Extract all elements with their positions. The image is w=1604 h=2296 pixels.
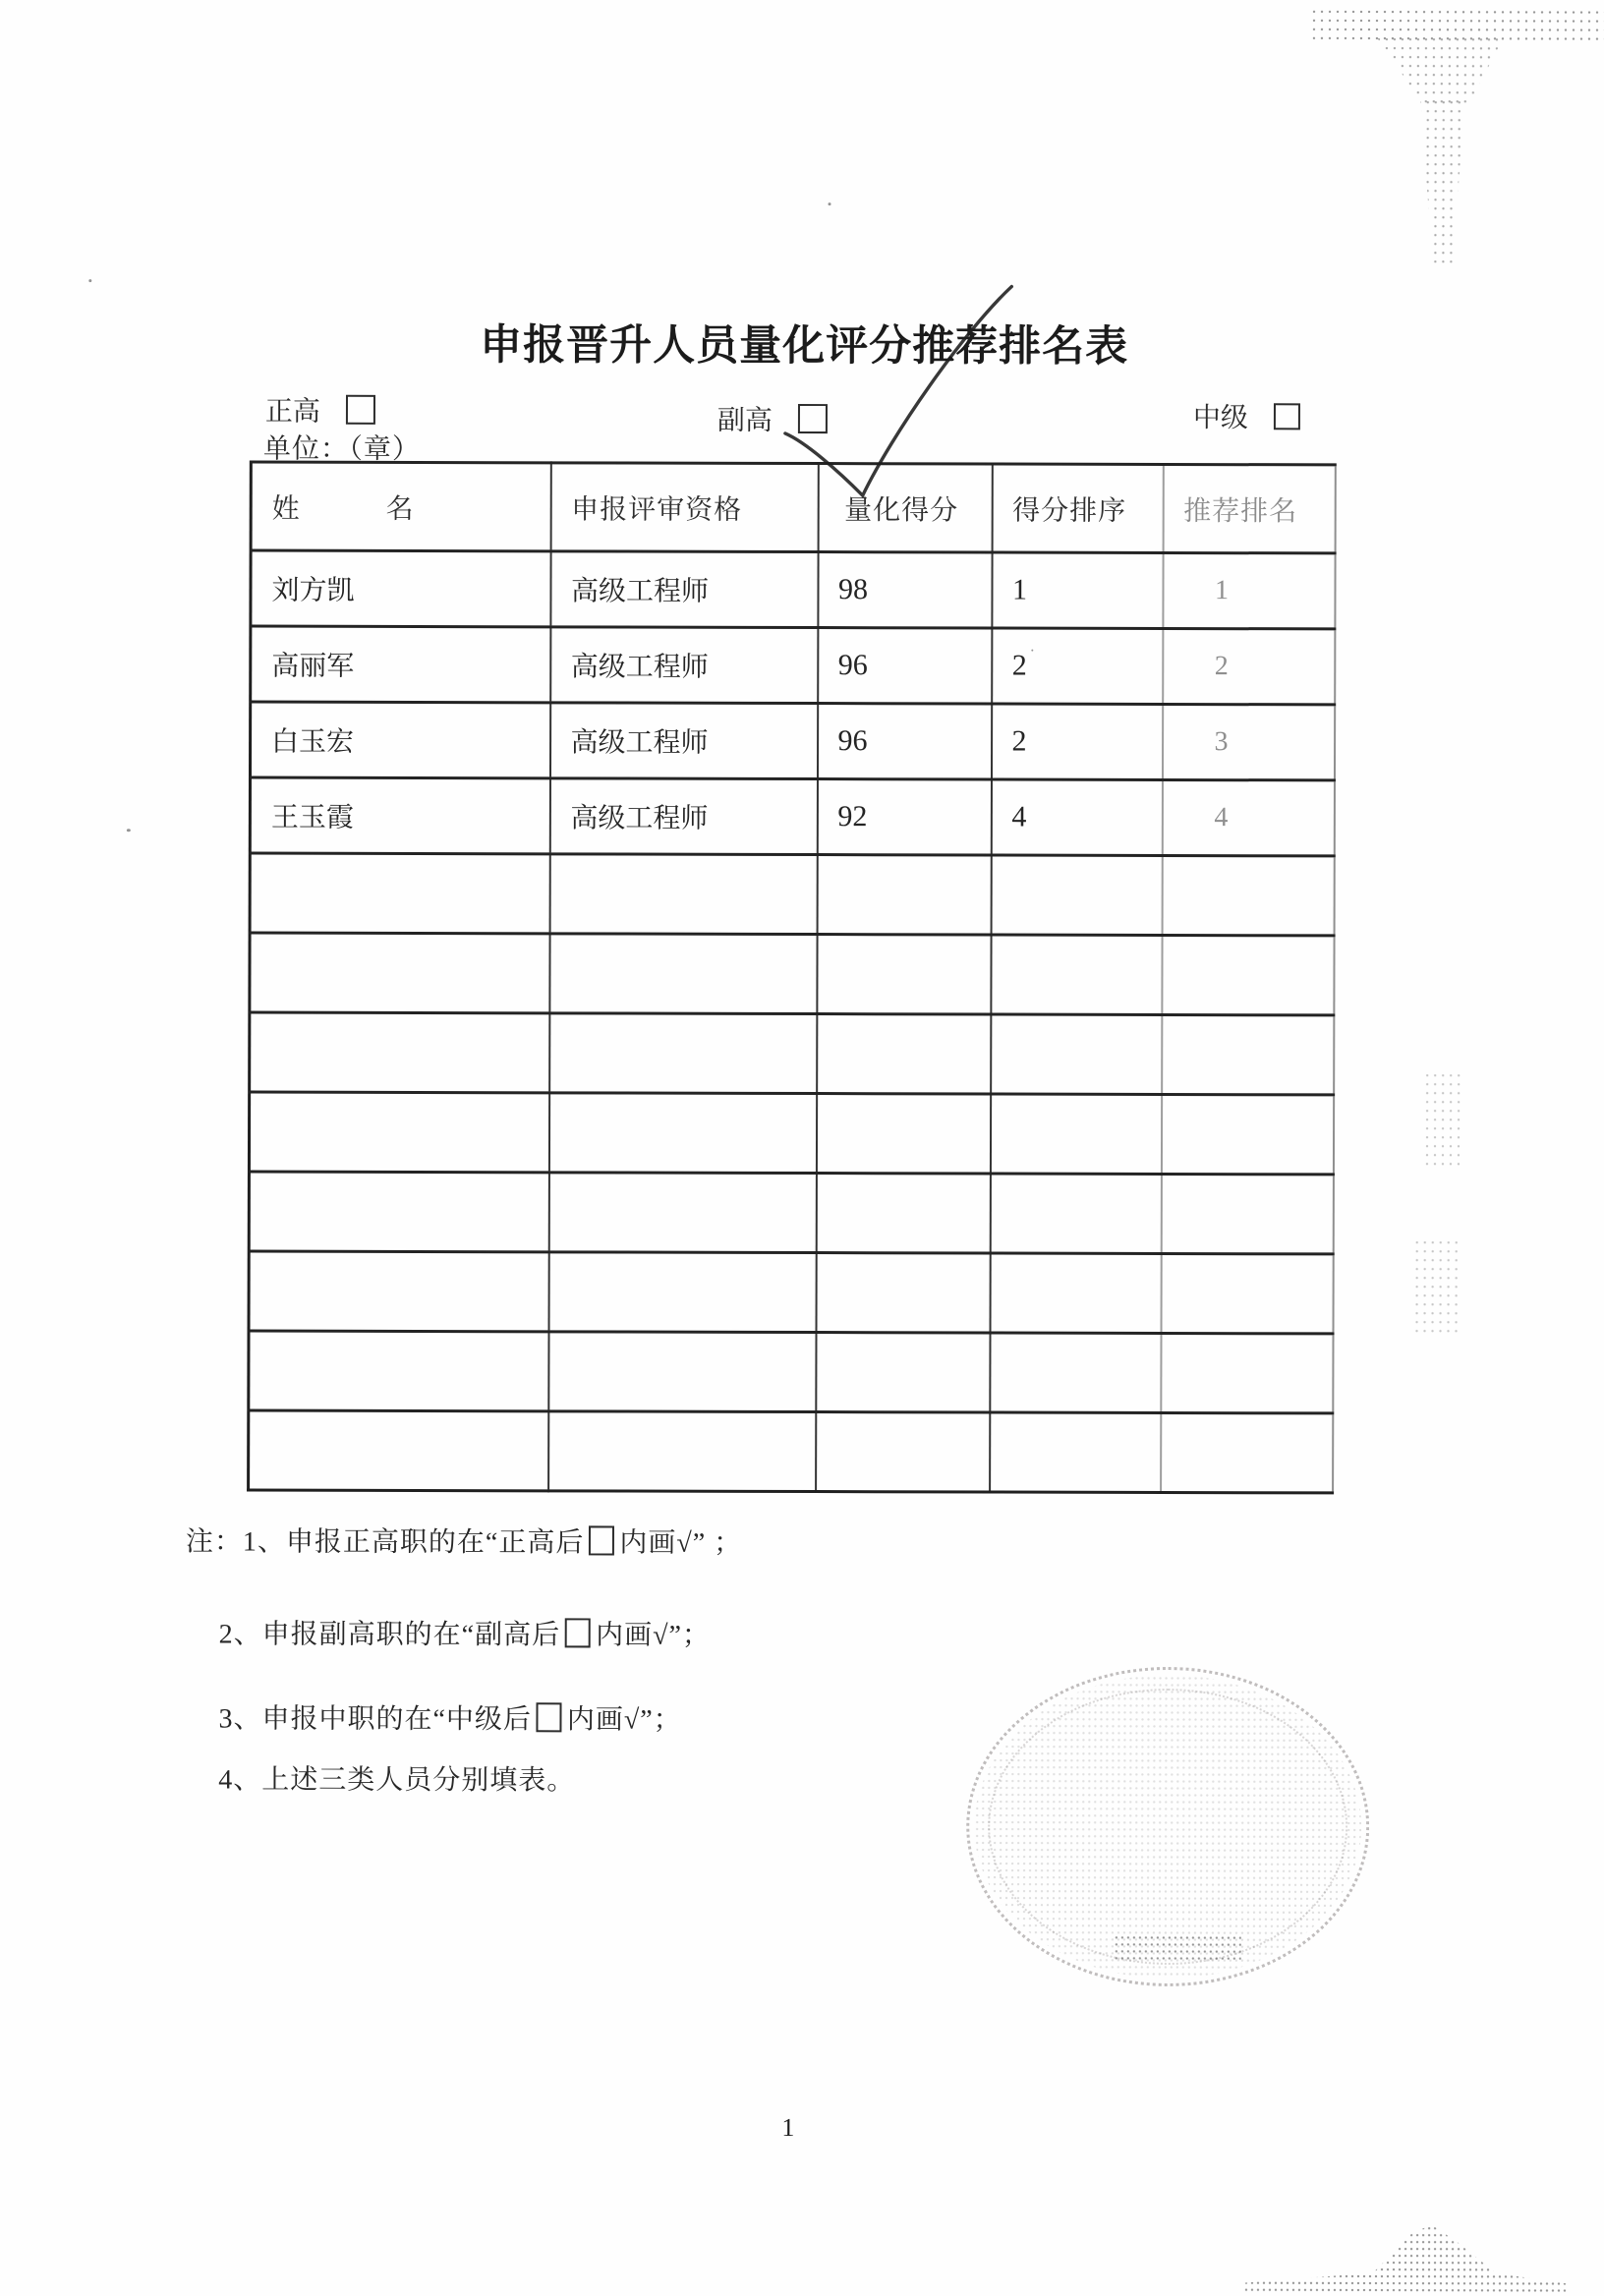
cell-recommend-rank: 4 (1162, 779, 1334, 855)
scan-artifact (1413, 1238, 1462, 1337)
ranking-table (247, 461, 1336, 1495)
level-label-zhongji: 中级 (1192, 403, 1249, 434)
note-1 (186, 1520, 742, 1560)
scan-speck (829, 202, 831, 205)
note-2 (219, 1612, 711, 1652)
cell-qualification: 高级工程师 (549, 703, 817, 779)
table-empty-row (249, 1172, 1333, 1254)
scan-speck (88, 279, 91, 282)
note-3-prefix: 3、申报中职的在“中级后 (218, 1703, 532, 1736)
note-checkbox-icon (565, 1618, 591, 1647)
table-row (251, 626, 1335, 705)
fugao-checkbox[interactable] (798, 404, 828, 433)
level-label-fugao: 副高 (716, 405, 773, 436)
scan-artifact (1243, 2224, 1568, 2294)
note-1-suffix: 内画√” ； (619, 1527, 743, 1559)
cell-recommend-rank: 3 (1162, 704, 1334, 779)
table-empty-row (250, 853, 1334, 936)
page-number: 1 (781, 2112, 795, 2142)
header-qualification: 申报评审资格 (550, 463, 818, 552)
scan-speck (127, 829, 131, 832)
level-option-fugao (717, 399, 828, 438)
note-2-suffix: 内画√”； (596, 1620, 711, 1651)
level-option-zhenggao (265, 390, 375, 430)
cell-name: 白玉宏 (250, 702, 549, 778)
cell-name: 刘方凯 (251, 550, 550, 627)
note-1-prefix: 注：1、申报正高职的在“正高后 (185, 1526, 585, 1559)
level-label-zhenggao: 正高 (264, 396, 321, 428)
cell-score: 98 (818, 552, 992, 628)
table-empty-row (250, 1012, 1334, 1095)
table-empty-row (249, 1331, 1333, 1413)
seal-dense-mark (1114, 1934, 1241, 1960)
document-title: 申报晋升人员量化评分推荐排名表 (480, 321, 1129, 371)
note-2-prefix: 2、申报副高职的在“副高后 (218, 1619, 561, 1651)
cell-score: 96 (817, 704, 991, 779)
cell-score-rank: 2 (992, 628, 1163, 704)
scan-artifact (1423, 1071, 1461, 1170)
zhongji-checkbox[interactable] (1274, 403, 1300, 430)
level-checkbox-row (2, 389, 1604, 436)
table-empty-row (250, 933, 1334, 1015)
header-recommend-rank: 推荐排名 (1163, 464, 1335, 552)
cell-qualification: 高级工程师 (549, 778, 817, 855)
table-empty-row (249, 1410, 1333, 1493)
scan-artifact (1415, 98, 1468, 263)
cell-recommend-rank: 1 (1163, 552, 1335, 628)
header-score: 量化得分 (818, 464, 992, 552)
cell-score-rank: 4 (991, 779, 1162, 855)
cell-recommend-rank: 2 (1163, 628, 1335, 704)
cell-score-rank: 2 (991, 704, 1162, 779)
note-checkbox-icon (589, 1525, 614, 1555)
header-name: 姓 名 (251, 462, 550, 551)
unit-seal-label: 单位：（章） (262, 433, 421, 465)
zhenggao-checkbox[interactable] (346, 395, 375, 425)
cell-score: 96 (818, 628, 992, 704)
table-header-row (251, 462, 1335, 553)
cell-qualification: 高级工程师 (550, 627, 818, 704)
header-score-rank: 得分排序 (992, 464, 1163, 552)
table-row (250, 777, 1334, 856)
note-4 (218, 1757, 575, 1798)
cell-qualification: 高级工程师 (550, 551, 818, 628)
cell-score-rank: 1 (992, 552, 1163, 628)
note-4-prefix: 4、上述三类人员分别填表。 (218, 1764, 576, 1797)
table-empty-row (249, 1092, 1333, 1175)
official-seal-stamp (966, 1666, 1370, 1986)
table-row (250, 702, 1334, 780)
table-empty-row (249, 1251, 1333, 1334)
note-checkbox-icon (537, 1702, 562, 1732)
note-3-suffix: 内画√”； (566, 1704, 682, 1736)
cell-name: 王玉霞 (250, 777, 549, 854)
cell-score: 92 (817, 779, 991, 855)
table-row (251, 550, 1335, 629)
note-3 (218, 1696, 681, 1737)
cell-name: 高丽军 (251, 626, 550, 703)
scan-speck (1031, 650, 1033, 652)
scan-artifact (1375, 35, 1505, 106)
level-option-zhongji (1193, 396, 1300, 435)
